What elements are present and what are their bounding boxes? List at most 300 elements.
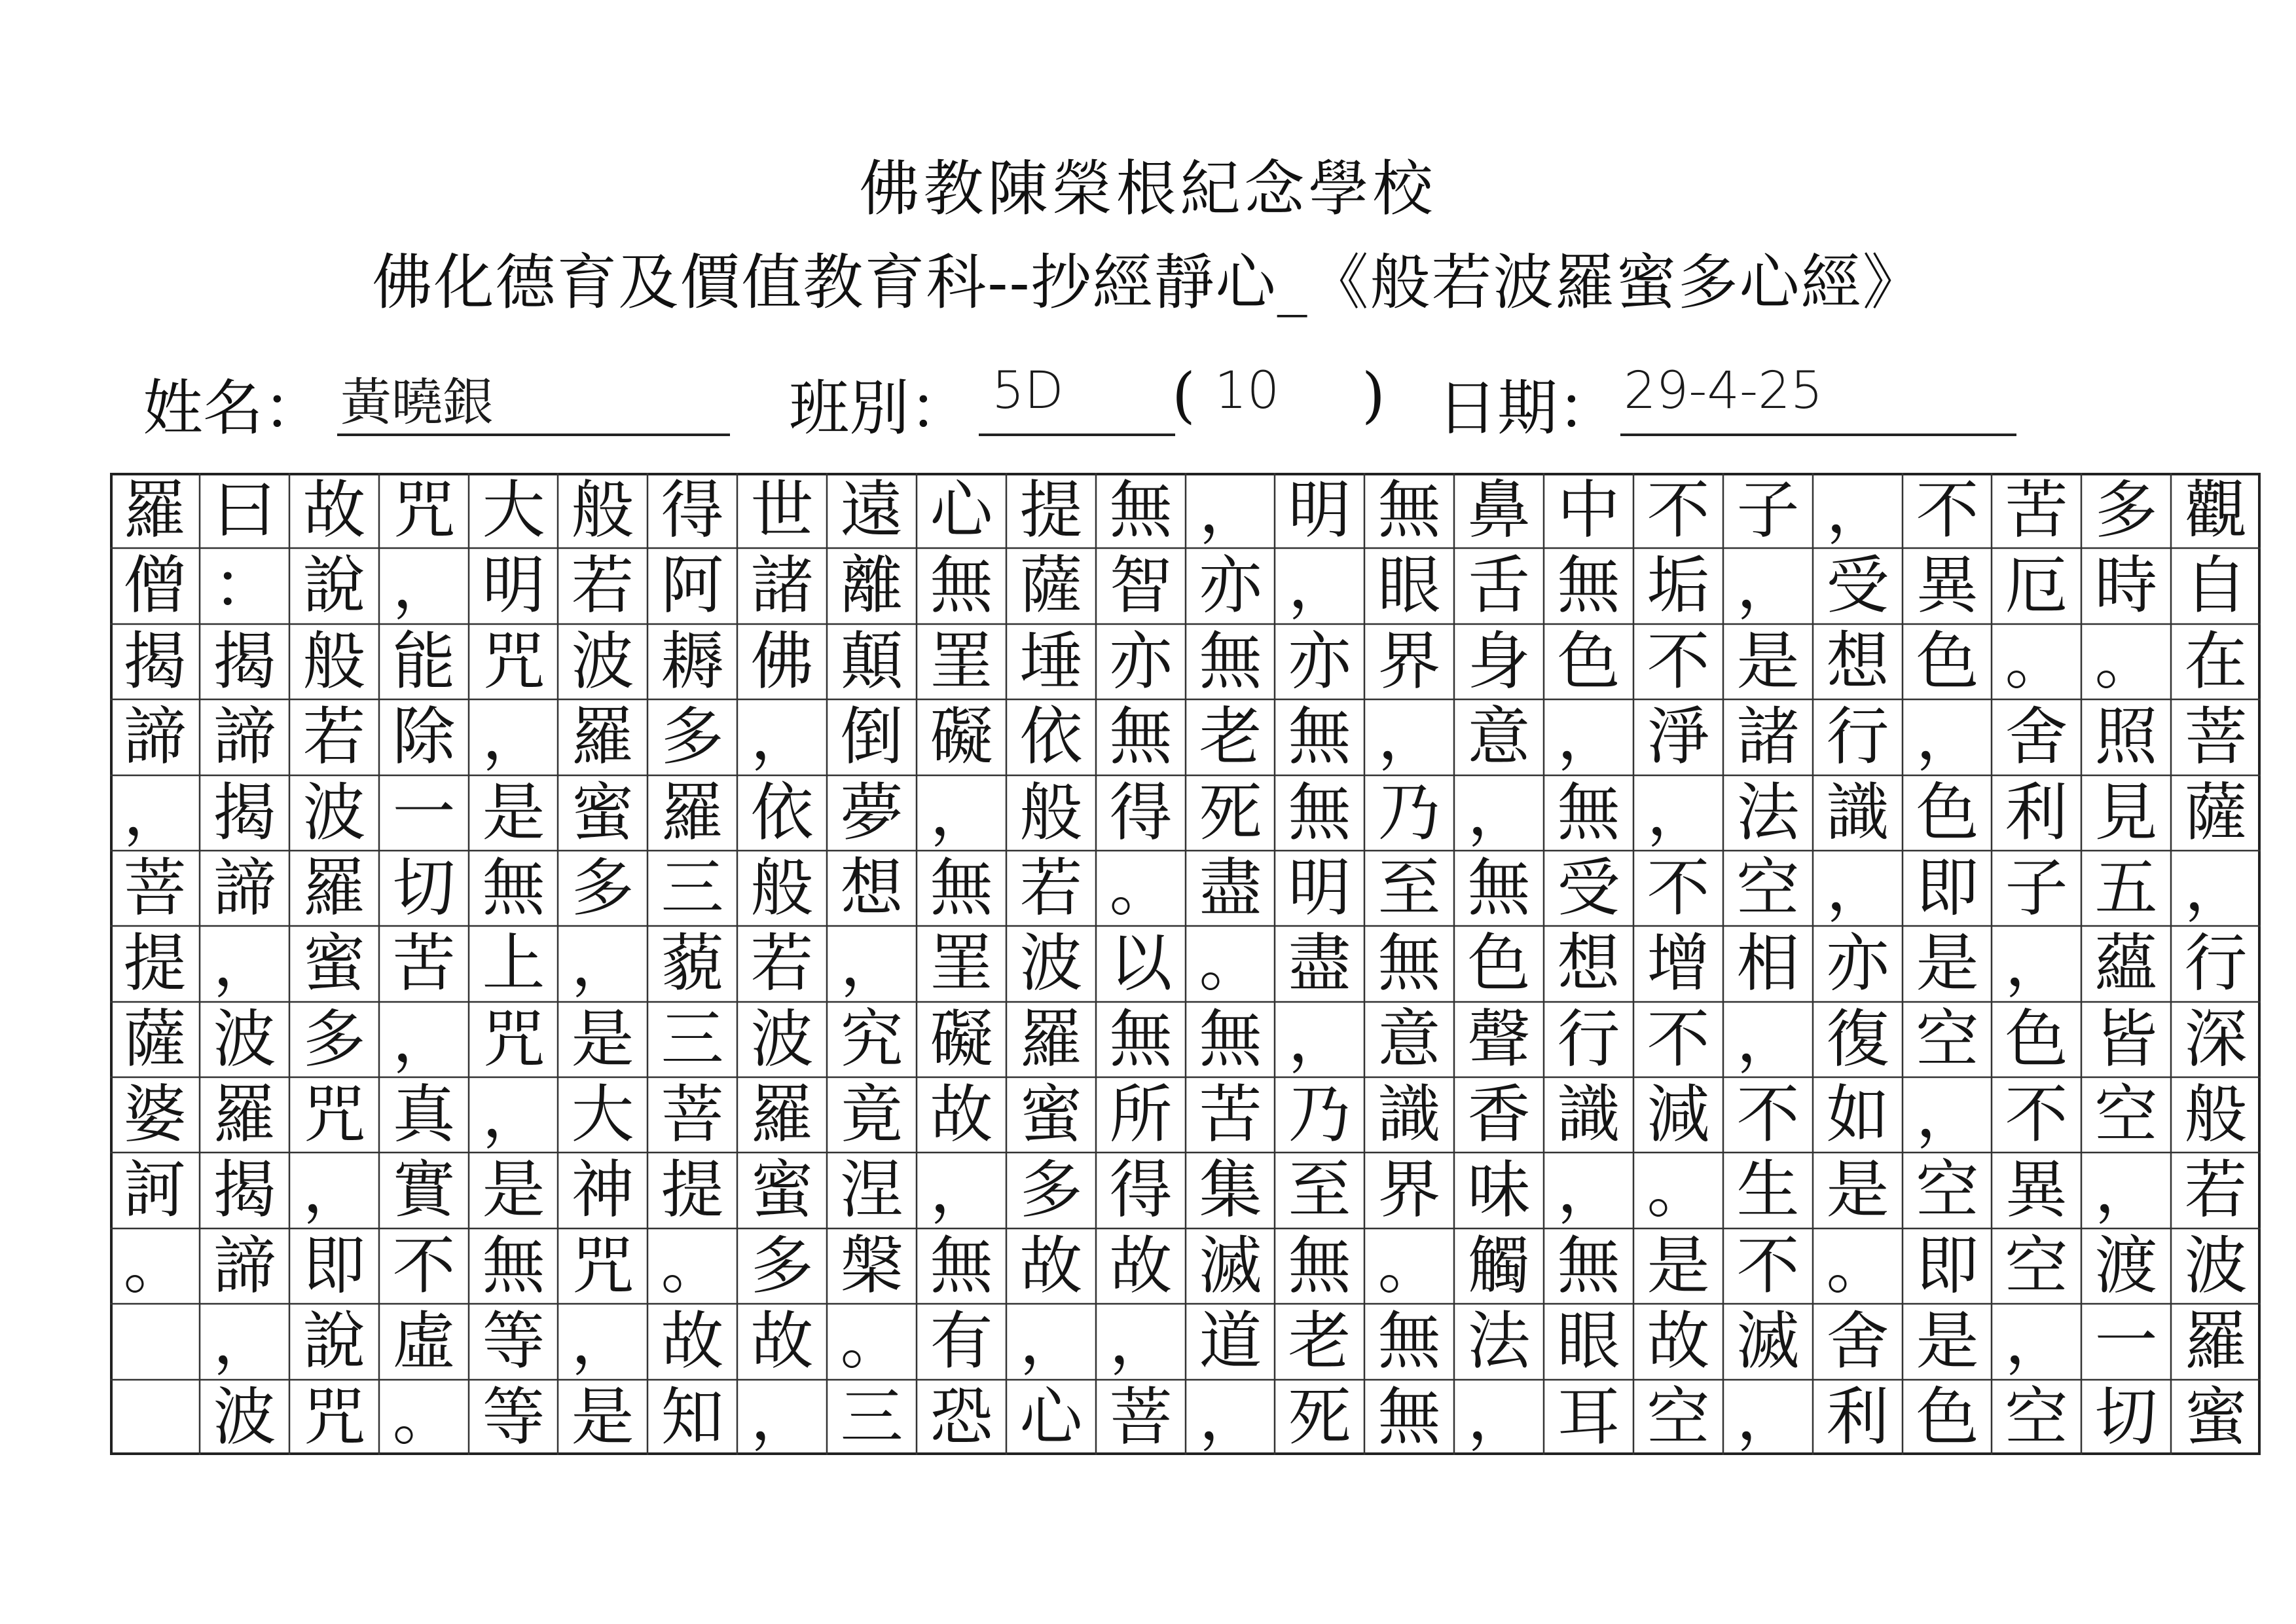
grid-character: 菩 xyxy=(123,851,187,925)
grid-character: ， xyxy=(482,1078,545,1151)
grid-character: 蜜 xyxy=(750,1153,814,1227)
grid-character: 不 xyxy=(392,1229,456,1302)
grid-character: 受 xyxy=(1557,851,1620,925)
grid-character: 羅 xyxy=(1019,1003,1083,1076)
grid-character: 三 xyxy=(661,851,724,925)
grid-character: ， xyxy=(2005,927,2068,1000)
grid-character: 薩 xyxy=(123,1003,187,1076)
grid-character: 等 xyxy=(482,1380,545,1454)
grid-character: 無 xyxy=(1557,549,1620,622)
name-underline xyxy=(337,434,730,436)
grid-character: 。 xyxy=(1826,1229,1889,1302)
grid-character: 行 xyxy=(2184,927,2248,1000)
grid-character: 是 xyxy=(1647,1229,1710,1302)
school-name: 佛教陳榮根紀念學校 xyxy=(859,154,1437,224)
grid-character: 至 xyxy=(1288,1153,1351,1227)
grid-character: 礙 xyxy=(930,1003,993,1076)
grid-character: ： xyxy=(213,549,276,622)
grid-character: 咒 xyxy=(302,1380,366,1454)
grid-character: 依 xyxy=(750,776,814,849)
grid-character: 不 xyxy=(1916,473,1979,547)
grid-character: 眼 xyxy=(1377,549,1441,622)
grid-character: 香 xyxy=(1467,1078,1531,1151)
grid-character: ， xyxy=(1109,1304,1173,1378)
class-value: 5D xyxy=(992,361,1064,420)
grid-cells xyxy=(110,473,2261,1455)
grid-character: 知 xyxy=(661,1380,724,1454)
grid-character: ， xyxy=(1826,473,1889,547)
grid-character: 亦 xyxy=(1199,549,1262,622)
grid-character: 利 xyxy=(1826,1380,1889,1454)
grid-character: 得 xyxy=(661,473,724,547)
grid-character: 羅 xyxy=(2184,1304,2248,1378)
grid-character: 以 xyxy=(1109,927,1173,1000)
grid-character: 鼻 xyxy=(1467,473,1531,547)
grid-character: 蜜 xyxy=(2184,1380,2248,1454)
grid-character: 異 xyxy=(1916,549,1979,622)
grid-character: 波 xyxy=(1019,927,1083,1000)
grid-character: 眼 xyxy=(1557,1304,1620,1378)
grid-character: 是 xyxy=(571,1380,634,1454)
grid-character: ， xyxy=(302,1153,366,1227)
grid-character: 苦 xyxy=(2005,473,2068,547)
grid-character: ， xyxy=(1736,549,1800,622)
grid-character: 苦 xyxy=(1199,1078,1262,1151)
grid-character: 死 xyxy=(1288,1380,1351,1454)
grid-character: 神 xyxy=(571,1153,634,1227)
grid-character: 多 xyxy=(1019,1153,1083,1227)
grid-character: 羅 xyxy=(123,473,187,547)
grid-character: 故 xyxy=(1647,1304,1710,1378)
grid-character: 無 xyxy=(1288,700,1351,773)
grid-character: 耨 xyxy=(661,625,724,698)
grid-character: 所 xyxy=(1109,1078,1173,1151)
subject-title: 佛化德育及價值教育科--抄經靜心_《般若波羅蜜多心經》 xyxy=(372,248,1924,318)
grid-character: 。 xyxy=(1377,1229,1441,1302)
grid-character: 多 xyxy=(2094,473,2158,547)
grid-character: 渡 xyxy=(2094,1229,2158,1302)
grid-character: 舌 xyxy=(1467,549,1531,622)
grid-character: 。 xyxy=(392,1380,456,1454)
grid-character: 若 xyxy=(571,549,634,622)
grid-character: 想 xyxy=(1557,927,1620,1000)
grid-character: 想 xyxy=(840,851,903,925)
grid-character: 大 xyxy=(571,1078,634,1151)
grid-character: 意 xyxy=(1467,700,1531,773)
grid-character: 咒 xyxy=(302,1078,366,1151)
grid-character: 說 xyxy=(302,1304,366,1378)
grid-character: 色 xyxy=(1916,776,1979,849)
grid-character: 是 xyxy=(1916,927,1979,1000)
grid-character: 三 xyxy=(840,1380,903,1454)
sutra-grid xyxy=(110,473,2261,1455)
grid-character: 無 xyxy=(1199,1003,1262,1076)
grid-character: 無 xyxy=(1377,1304,1441,1378)
class-label: 班別： xyxy=(789,373,970,443)
grid-character: 觀 xyxy=(2184,473,2248,547)
grid-character: 多 xyxy=(661,700,724,773)
grid-character: 老 xyxy=(1199,700,1262,773)
grid-character: 羅 xyxy=(661,776,724,849)
grid-character: 諦 xyxy=(123,700,187,773)
grid-character: 即 xyxy=(1916,1229,1979,1302)
grid-character: 是 xyxy=(482,776,545,849)
grid-character: 自 xyxy=(2184,549,2248,622)
grid-character: 無 xyxy=(1199,625,1262,698)
grid-character: 觸 xyxy=(1467,1229,1531,1302)
grid-character: 死 xyxy=(1199,776,1262,849)
grid-character: 時 xyxy=(2094,549,2158,622)
grid-character: ， xyxy=(392,549,456,622)
grid-character: ， xyxy=(1467,776,1531,849)
name-value: 黃曉銀 xyxy=(340,373,494,432)
grid-character: ， xyxy=(1377,700,1441,773)
grid-character: 異 xyxy=(2005,1153,2068,1227)
grid-character: ， xyxy=(482,700,545,773)
grid-character: ， xyxy=(1826,851,1889,925)
grid-character: 波 xyxy=(213,1003,276,1076)
grid-character: ， xyxy=(1916,1078,1979,1151)
grid-character: 故 xyxy=(1019,1229,1083,1302)
grid-character: ， xyxy=(2005,1304,2068,1378)
grid-character: 得 xyxy=(1109,1153,1173,1227)
grid-character: 提 xyxy=(1019,473,1083,547)
grid-character: 竟 xyxy=(840,1078,903,1151)
grid-character: 即 xyxy=(302,1229,366,1302)
grid-character: 亦 xyxy=(1288,625,1351,698)
grid-character: 乃 xyxy=(1377,776,1441,849)
grid-character: 除 xyxy=(392,700,456,773)
grid-character: 無 xyxy=(1288,776,1351,849)
grid-character: 不 xyxy=(2005,1078,2068,1151)
grid-character: ， xyxy=(750,700,814,773)
grid-character: 見 xyxy=(2094,776,2158,849)
grid-character: 厄 xyxy=(2005,549,2068,622)
grid-character: ， xyxy=(1557,1153,1620,1227)
grid-character: 實 xyxy=(392,1153,456,1227)
grid-character: 多 xyxy=(750,1229,814,1302)
grid-character: 。 xyxy=(1109,851,1173,925)
grid-character: 波 xyxy=(213,1380,276,1454)
grid-character: 涅 xyxy=(840,1153,903,1227)
paren-open: ( xyxy=(1172,360,1195,430)
grid-character: 道 xyxy=(1199,1304,1262,1378)
grid-character: ， xyxy=(392,1003,456,1076)
grid-character: 僧 xyxy=(123,549,187,622)
grid-character: 菩 xyxy=(661,1078,724,1151)
grid-character: 空 xyxy=(2005,1229,2068,1302)
grid-character: 老 xyxy=(1288,1304,1351,1378)
grid-character: ， xyxy=(1019,1304,1083,1378)
grid-character: 一 xyxy=(2094,1304,2158,1378)
grid-character: 故 xyxy=(661,1304,724,1378)
grid-character: 空 xyxy=(2005,1380,2068,1454)
grid-character: 不 xyxy=(1736,1078,1800,1151)
grid-character: 藐 xyxy=(661,927,724,1000)
grid-character: 舍 xyxy=(1826,1304,1889,1378)
grid-character: 夢 xyxy=(840,776,903,849)
grid-character: 離 xyxy=(840,549,903,622)
grid-character: 色 xyxy=(1916,625,1979,698)
grid-character: 有 xyxy=(930,1304,993,1378)
grid-character: 舍 xyxy=(2005,700,2068,773)
grid-character: 減 xyxy=(1647,1078,1710,1151)
grid-character: 真 xyxy=(392,1078,456,1151)
grid-character: ， xyxy=(1199,1380,1262,1454)
grid-character: ， xyxy=(930,1153,993,1227)
grid-character: 切 xyxy=(2094,1380,2158,1454)
grid-character: 。 xyxy=(840,1304,903,1378)
grid-character: 不 xyxy=(1736,1229,1800,1302)
grid-character: ， xyxy=(571,927,634,1000)
grid-character: 淨 xyxy=(1647,700,1710,773)
grid-character: 無 xyxy=(930,549,993,622)
grid-character: 埵 xyxy=(1019,625,1083,698)
grid-character: ， xyxy=(1736,1380,1800,1454)
grid-character: 受 xyxy=(1826,549,1889,622)
grid-character: 界 xyxy=(1377,625,1441,698)
grid-character: 空 xyxy=(1736,851,1800,925)
grid-character: 即 xyxy=(1916,851,1979,925)
grid-character: 如 xyxy=(1826,1078,1889,1151)
grid-character: 增 xyxy=(1647,927,1710,1000)
grid-character: ， xyxy=(1467,1380,1531,1454)
grid-character: 法 xyxy=(1467,1304,1531,1378)
grid-character: 諸 xyxy=(750,549,814,622)
grid-character: 空 xyxy=(1647,1380,1710,1454)
grid-character: 揭 xyxy=(123,625,187,698)
grid-character: 羅 xyxy=(571,700,634,773)
grid-character: 咒 xyxy=(482,1003,545,1076)
grid-character: 意 xyxy=(1377,1003,1441,1076)
grid-character: 蜜 xyxy=(571,776,634,849)
grid-character: 菩 xyxy=(1109,1380,1173,1454)
grid-character: 菩 xyxy=(2184,700,2248,773)
grid-character: 不 xyxy=(1647,851,1710,925)
grid-character: 羅 xyxy=(750,1078,814,1151)
grid-character: 薩 xyxy=(1019,549,1083,622)
grid-character: 。 xyxy=(1199,927,1262,1000)
grid-character: 是 xyxy=(1916,1304,1979,1378)
grid-character: 無 xyxy=(1288,1229,1351,1302)
grid-character: ， xyxy=(1288,549,1351,622)
date-value: 29-4-25 xyxy=(1624,361,1823,420)
grid-character: ， xyxy=(930,776,993,849)
grid-character: 般 xyxy=(302,625,366,698)
grid-character: 深 xyxy=(2184,1003,2248,1076)
grid-character: ， xyxy=(1647,776,1710,849)
grid-character: 想 xyxy=(1826,625,1889,698)
grid-character: 槃 xyxy=(840,1229,903,1302)
grid-character: 提 xyxy=(123,927,187,1000)
grid-character: 至 xyxy=(1377,851,1441,925)
grid-character: 中 xyxy=(1557,473,1620,547)
grid-character: 罣 xyxy=(930,927,993,1000)
grid-character: 諦 xyxy=(213,1229,276,1302)
grid-character: 無 xyxy=(1109,1003,1173,1076)
grid-character: 多 xyxy=(302,1003,366,1076)
grid-character: 無 xyxy=(1467,851,1531,925)
grid-character: ， xyxy=(2094,1153,2158,1227)
grid-character: 一 xyxy=(392,776,456,849)
grid-character: 多 xyxy=(571,851,634,925)
grid-character: 等 xyxy=(482,1304,545,1378)
grid-character: ， xyxy=(1916,700,1979,773)
grid-character: 空 xyxy=(1916,1003,1979,1076)
grid-character: 佛 xyxy=(750,625,814,698)
grid-character: 訶 xyxy=(123,1153,187,1227)
grid-character: 般 xyxy=(571,473,634,547)
grid-character: 識 xyxy=(1826,776,1889,849)
grid-character: 行 xyxy=(1826,700,1889,773)
grid-character: 諦 xyxy=(213,700,276,773)
grid-character: 蜜 xyxy=(302,927,366,1000)
grid-character: 咒 xyxy=(482,625,545,698)
grid-character: 明 xyxy=(1288,473,1351,547)
grid-character: 是 xyxy=(1736,625,1800,698)
grid-character: 滅 xyxy=(1199,1229,1262,1302)
grid-character: 羅 xyxy=(213,1078,276,1151)
grid-character: 是 xyxy=(571,1003,634,1076)
grid-character: ， xyxy=(840,927,903,1000)
grid-character: 集 xyxy=(1199,1153,1262,1227)
grid-character: 乃 xyxy=(1288,1078,1351,1151)
grid-character: 不 xyxy=(1647,625,1710,698)
grid-character: 三 xyxy=(661,1003,724,1076)
grid-character: 若 xyxy=(302,700,366,773)
grid-character: 苦 xyxy=(392,927,456,1000)
grid-character: ， xyxy=(1736,1003,1800,1076)
grid-character: 。 xyxy=(661,1229,724,1302)
grid-character: ， xyxy=(213,1304,276,1378)
grid-character: 心 xyxy=(1019,1380,1083,1454)
grid-character: 故 xyxy=(302,473,366,547)
grid-character: 般 xyxy=(2184,1078,2248,1151)
grid-character: 說 xyxy=(302,549,366,622)
grid-character: 明 xyxy=(482,549,545,622)
grid-character: ， xyxy=(571,1304,634,1378)
grid-character: ， xyxy=(213,927,276,1000)
grid-character: 故 xyxy=(750,1304,814,1378)
grid-character: 心 xyxy=(930,473,993,547)
grid-character: 。 xyxy=(2005,625,2068,698)
grid-character: 盡 xyxy=(1199,851,1262,925)
grid-character: 色 xyxy=(1467,927,1531,1000)
grid-character: 明 xyxy=(1288,851,1351,925)
grid-character: 波 xyxy=(302,776,366,849)
grid-character: 世 xyxy=(750,473,814,547)
grid-character: ， xyxy=(1288,1003,1351,1076)
grid-character: 色 xyxy=(1916,1380,1979,1454)
grid-character: 波 xyxy=(750,1003,814,1076)
grid-character: 大 xyxy=(482,473,545,547)
grid-character: ， xyxy=(1557,700,1620,773)
grid-character: ， xyxy=(2184,851,2248,925)
grid-character: ， xyxy=(123,776,187,849)
grid-character: 。 xyxy=(1647,1153,1710,1227)
grid-character: 上 xyxy=(482,927,545,1000)
grid-character: 在 xyxy=(2184,625,2248,698)
grid-character: 諸 xyxy=(1736,700,1800,773)
grid-character: 無 xyxy=(1377,1380,1441,1454)
grid-character: 曰 xyxy=(213,473,276,547)
grid-character: 。 xyxy=(2094,625,2158,698)
grid-character: 若 xyxy=(2184,1153,2248,1227)
class-underline xyxy=(979,434,1175,436)
grid-character: 不 xyxy=(1647,473,1710,547)
grid-character: 識 xyxy=(1377,1078,1441,1151)
grid-character: 諦 xyxy=(213,851,276,925)
grid-character: ， xyxy=(750,1380,814,1454)
date-underline xyxy=(1620,434,2016,436)
grid-character: 法 xyxy=(1736,776,1800,849)
grid-character: 婆 xyxy=(123,1078,187,1151)
grid-character: 咒 xyxy=(571,1229,634,1302)
grid-character: 子 xyxy=(2005,851,2068,925)
grid-character: 若 xyxy=(1019,851,1083,925)
grid-character: 聲 xyxy=(1467,1003,1531,1076)
grid-character: 無 xyxy=(1377,473,1441,547)
grid-character: 無 xyxy=(1109,473,1173,547)
grid-character: 子 xyxy=(1736,473,1800,547)
grid-character: 照 xyxy=(2094,700,2158,773)
grid-character: 復 xyxy=(1826,1003,1889,1076)
grid-character: 恐 xyxy=(930,1380,993,1454)
grid-character: 空 xyxy=(1916,1153,1979,1227)
grid-character: 無 xyxy=(930,851,993,925)
grid-character: 無 xyxy=(930,1229,993,1302)
grid-character: 亦 xyxy=(1109,625,1173,698)
grid-character: 色 xyxy=(2005,1003,2068,1076)
grid-character: 無 xyxy=(482,851,545,925)
grid-character: 滅 xyxy=(1736,1304,1800,1378)
grid-character: 故 xyxy=(1109,1229,1173,1302)
grid-character: 切 xyxy=(392,851,456,925)
grid-character: 皆 xyxy=(2094,1003,2158,1076)
grid-character: 波 xyxy=(571,625,634,698)
grid-character: 耳 xyxy=(1557,1380,1620,1454)
grid-character: 相 xyxy=(1736,927,1800,1000)
grid-character: 究 xyxy=(840,1003,903,1076)
grid-character: 是 xyxy=(482,1153,545,1227)
grid-character: 。 xyxy=(123,1229,187,1302)
grid-character: 依 xyxy=(1019,700,1083,773)
grid-character: 智 xyxy=(1109,549,1173,622)
paren-close: ) xyxy=(1362,360,1385,430)
grid-character: 蘊 xyxy=(2094,927,2158,1000)
grid-character: 罣 xyxy=(930,625,993,698)
grid-character: 無 xyxy=(1109,700,1173,773)
grid-character: 能 xyxy=(392,625,456,698)
grid-character: 無 xyxy=(1557,1229,1620,1302)
grid-character: 故 xyxy=(930,1078,993,1151)
number-value: 10 xyxy=(1214,361,1280,420)
grid-character: 揭 xyxy=(213,1153,276,1227)
grid-character: 盡 xyxy=(1288,927,1351,1000)
grid-character: 利 xyxy=(2005,776,2068,849)
grid-character: 識 xyxy=(1557,1078,1620,1151)
grid-character: 咒 xyxy=(392,473,456,547)
grid-character: 味 xyxy=(1467,1153,1531,1227)
grid-character: 垢 xyxy=(1647,549,1710,622)
grid-character: 虛 xyxy=(392,1304,456,1378)
grid-character: 亦 xyxy=(1826,927,1889,1000)
grid-character: 般 xyxy=(1019,776,1083,849)
grid-character: 揭 xyxy=(213,625,276,698)
date-label: 日期： xyxy=(1437,373,1618,443)
grid-character: 無 xyxy=(1377,927,1441,1000)
grid-character: 顛 xyxy=(840,625,903,698)
